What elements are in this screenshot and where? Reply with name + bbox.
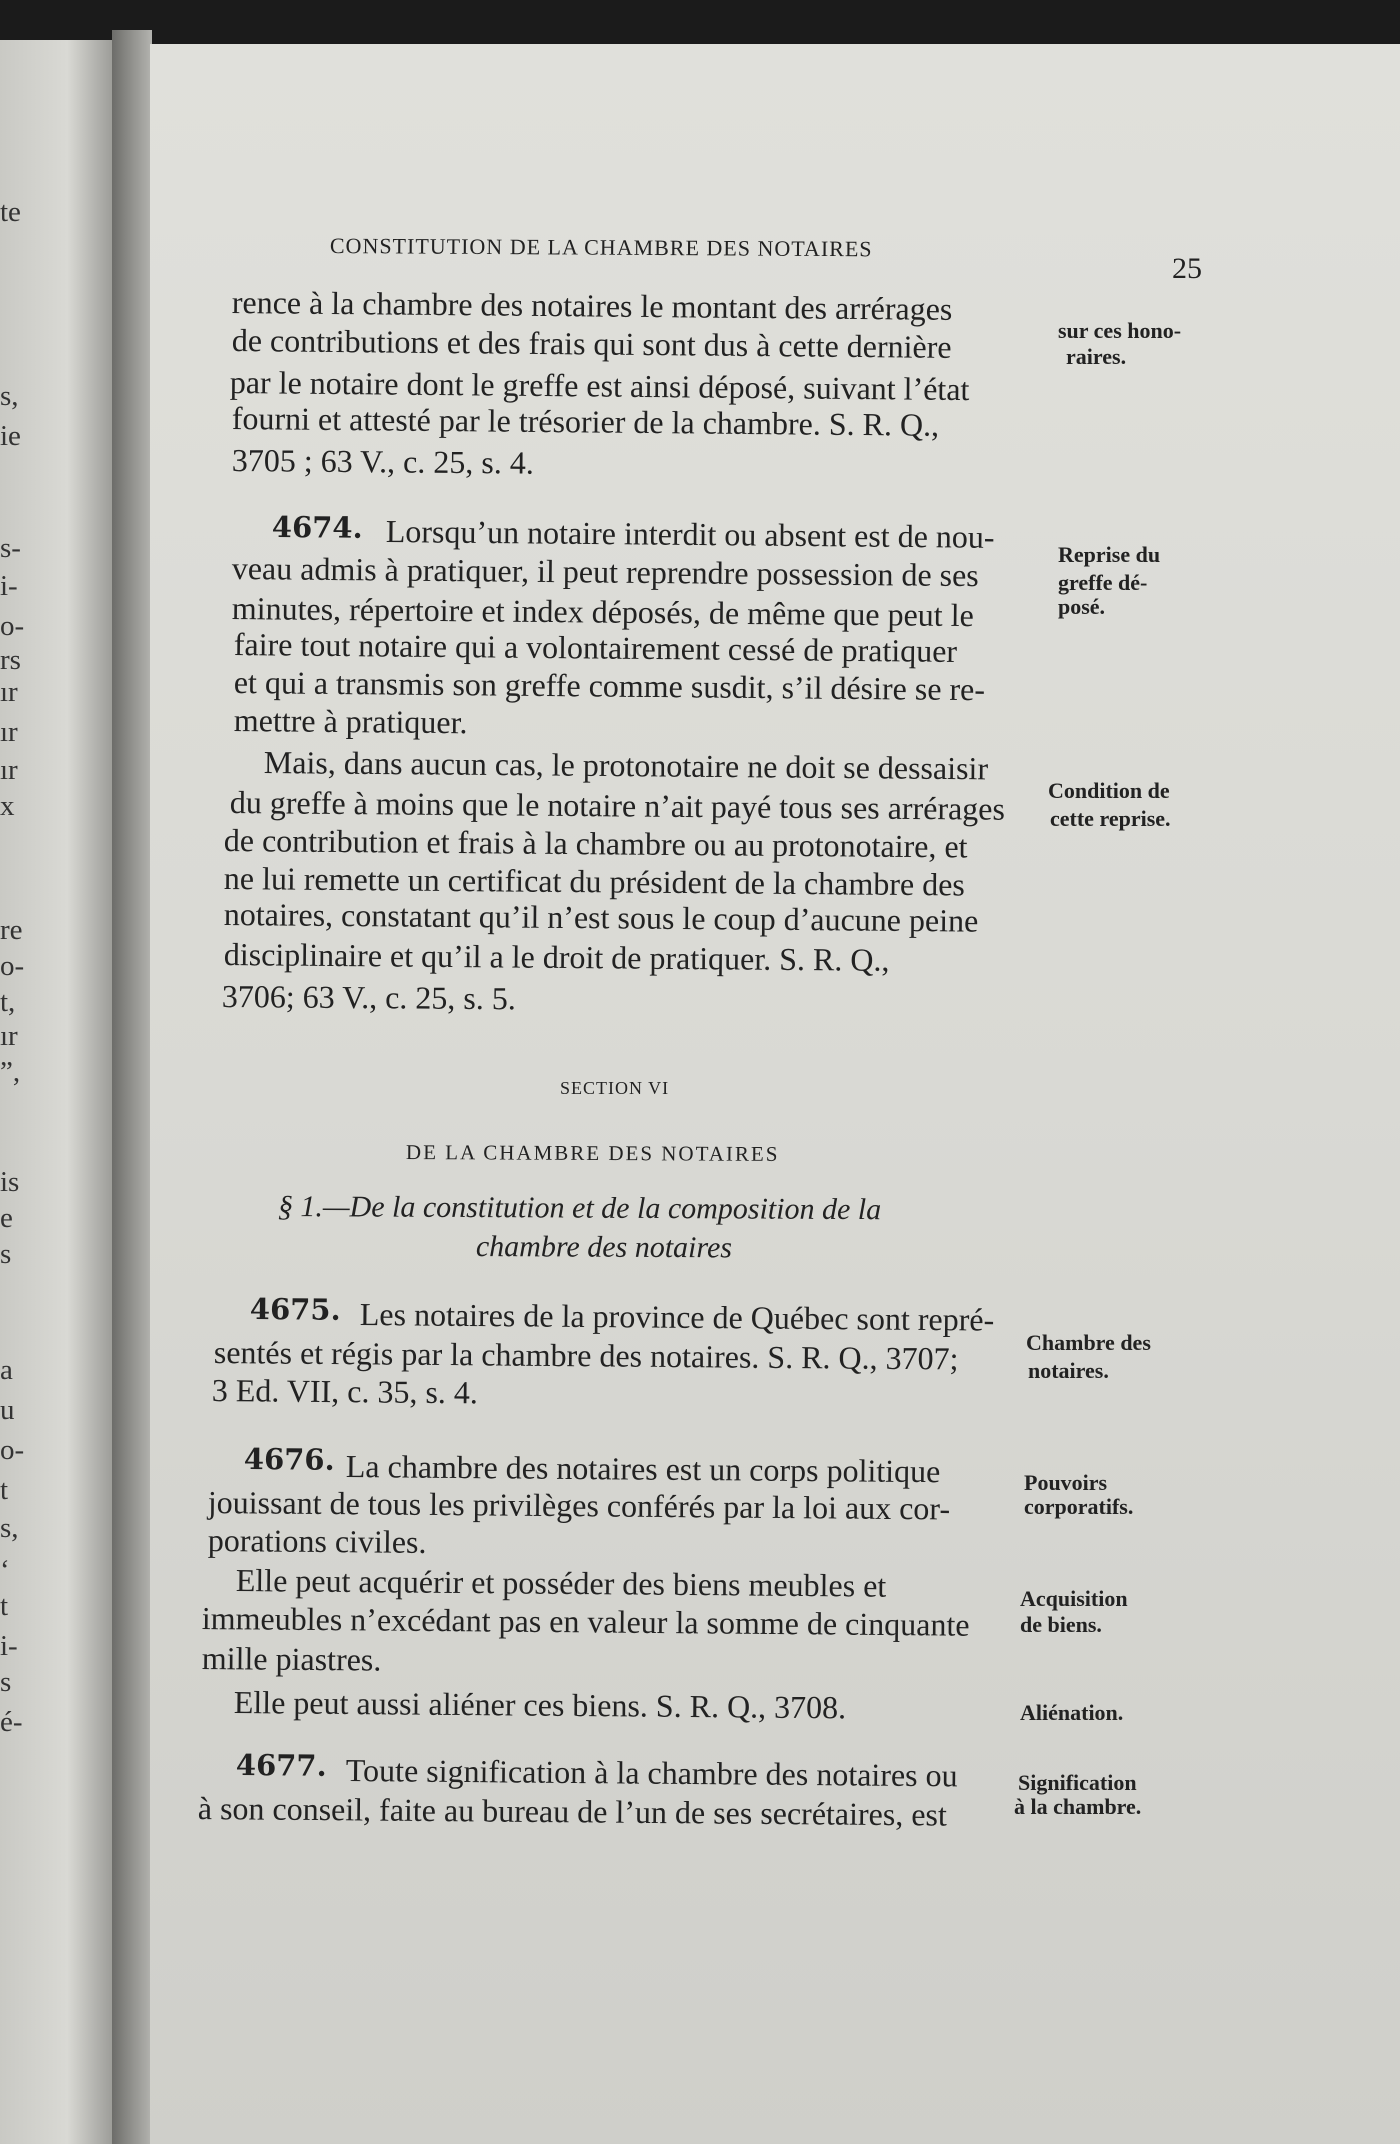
margin-note: notaires. (1028, 1358, 1109, 1383)
left-page-fragment: re (0, 914, 23, 946)
text-line: chambre des notaires (475, 1230, 733, 1265)
left-page-fragment: s, (0, 1512, 19, 1544)
left-page-fragment: s- (0, 532, 21, 564)
text-line: fourni et attesté par le trésorier de la chambre. S. R. Q., (231, 400, 940, 443)
text-line: veau admis à pratiquer, il peut reprendre possession de ses (231, 550, 979, 594)
page-number: 25 (1172, 252, 1202, 285)
margin-note: posé. (1058, 594, 1106, 619)
left-page-fragment: o- (0, 610, 25, 642)
left-page-fragment: s, (0, 380, 19, 412)
text-line: SECTION VI (560, 1078, 670, 1098)
left-page-fragment: e (0, 1202, 13, 1234)
text-line: minutes, répertoire et index déposés, de même que peut le (231, 590, 974, 634)
left-page-fragment: t (0, 1474, 9, 1506)
text-line: DE LA CHAMBRE DES NOTAIRES (405, 1140, 780, 1166)
margin-note: cette reprise. (1050, 806, 1171, 831)
left-page-fragment: é- (0, 1706, 23, 1738)
left-page-fragment: ır (0, 1020, 18, 1052)
left-page-fragment: u (0, 1394, 15, 1426)
text-line: disciplinaire et qu’il a le droit de pratiquer. S. R. Q., (223, 936, 890, 978)
text-line: sentés et régis par la chambre des notaires. S. R. Q., 3707; (213, 1334, 959, 1377)
text-line: Elle peut acquérir et posséder des biens meubles et (235, 1562, 887, 1604)
margin-note: Acquisition (1020, 1586, 1128, 1611)
margin-note: greffe dé- (1058, 570, 1148, 595)
left-page-fragment: s (0, 1666, 12, 1698)
margin-note: à la chambre. (1014, 1794, 1142, 1819)
left-page-fragment: te (0, 196, 21, 228)
margin-note: corporatifs. (1024, 1494, 1134, 1519)
margin-note: Reprise du (1058, 542, 1161, 567)
text-line: du greffe à moins que le notaire n’ait payé tous ses arrérages (229, 784, 1006, 827)
text-line: de contributions et des frais qui sont dus à cette dernière (231, 322, 952, 365)
article-number: 4676. (243, 1442, 335, 1477)
text-line: de contribution et frais à la chambre ou au protonotaire, et (223, 822, 968, 865)
left-page-fragment: ie (0, 420, 21, 452)
left-page-fragment: i- (0, 1630, 18, 1662)
left-page-fragment: t, (0, 986, 16, 1018)
text-line: rence à la chambre des notaires le montant des arrérages (231, 284, 953, 327)
text-line: 3 Ed. VII, c. 35, s. 4. (211, 1372, 479, 1411)
text-line: 3706; 63 V., c. 25, s. 5. (221, 978, 516, 1017)
left-page-fragment: o- (0, 950, 25, 982)
margin-note: raires. (1066, 344, 1127, 369)
margin-note: Pouvoirs (1024, 1470, 1108, 1495)
margin-note: Signification (1018, 1770, 1137, 1795)
text-line: Elle peut aussi aliéner ces biens. S. R. Q., 3708. (233, 1684, 847, 1726)
left-page-edge (0, 40, 112, 2144)
left-page-fragment: a (0, 1354, 13, 1386)
left-page-fragment: is (0, 1166, 20, 1198)
margin-note: de biens. (1020, 1612, 1102, 1637)
text-line: Mais, dans aucun cas, le protonotaire ne doit se dessaisir (263, 744, 989, 787)
text-line: immeubles n’excédant pas en valeur la somme de cinquante (201, 1600, 970, 1643)
text-line: La chambre des notaires est un corps politique (345, 1448, 941, 1490)
text-line: Lorsqu’un notaire interdit ou absent est de nou- (385, 513, 995, 555)
margin-note: Chambre des (1026, 1330, 1151, 1355)
margin-note: Aliénation. (1020, 1700, 1124, 1725)
book-gutter (112, 30, 152, 2144)
left-page-fragment: x (0, 790, 15, 822)
text-line: mille piastres. (201, 1640, 382, 1678)
margin-note: sur ces hono- (1058, 318, 1182, 343)
text-line: par le notaire dont le greffe est ainsi déposé, suivant l’état (229, 364, 970, 408)
left-page-fragment: ır (0, 716, 18, 748)
text-line: mettre à pratiquer. (233, 702, 468, 741)
text-line: faire tout notaire qui a volontairement cessé de pratiquer (233, 626, 958, 669)
left-page-fragment: s (0, 1238, 12, 1270)
margin-note: Condition de (1048, 778, 1170, 803)
text-line: et qui a transmis son greffe comme susdit, s’il désire se re- (233, 664, 986, 708)
left-page-fragment: ”, (0, 1056, 21, 1088)
article-number: 4677. (235, 1748, 327, 1783)
text-line: notaires, constatant qu’il n’est sous le coup d’aucune peine (223, 896, 979, 939)
left-page-fragment: o- (0, 1434, 25, 1466)
left-page-fragment: i- (0, 570, 18, 602)
left-page-fragment: rs (0, 644, 21, 676)
text-line: porations civiles. (207, 1522, 427, 1560)
text-line: ne lui remette un certificat du président de la chambre des (223, 860, 965, 903)
article-number: 4675. (249, 1292, 341, 1327)
text-line: Toute signification à la chambre des notaires ou (345, 1752, 958, 1794)
article-number: 4674. (271, 510, 363, 545)
left-page-fragment: ır (0, 754, 18, 786)
text-line: à son conseil, faite au bureau de l’un de ses secrétaires, est (197, 1790, 948, 1833)
text-line: § 1.—De la constitution et de la composition de la (277, 1190, 882, 1227)
running-header: CONSTITUTION DE LA CHAMBRE DES NOTAIRES (329, 233, 873, 262)
text-line: jouissant de tous les privilèges conférés par la loi aux cor- (207, 1484, 951, 1527)
left-page-fragment: t (0, 1590, 9, 1622)
left-page-fragment: ır (0, 676, 18, 708)
left-page-fragment: ‘ (0, 1554, 10, 1586)
text-line: Les notaires de la province de Québec sont repré- (359, 1296, 995, 1338)
text-line: 3705 ; 63 V., c. 25, s. 4. (231, 442, 534, 481)
